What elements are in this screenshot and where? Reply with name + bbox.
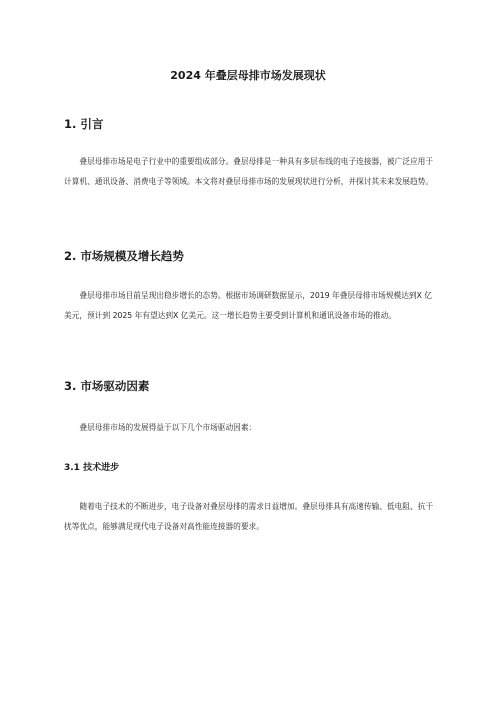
section-paragraph-introduction: 叠层母排市场是电子行业中的重要组成部分。叠层母排是一种具有多层布线的电子连接器，被广泛应用于计算机、通讯设备、消费电子等领域。本文将对叠层母排市场的发展现状进行分析，并探讨其未来发展趋势。 [64,157,434,186]
section-paragraph-market-size: 叠层母排市场目前呈现出稳步增长的态势。根据市场调研数据显示，2019 年叠层母排市场规模达到X 亿美元，预计到 2025 年有望达到X 亿美元。这一增长趋势主要受到计算机和通讯设备市场的推动。 [64,291,432,320]
section-heading-market-size: 2. 市场规模及增长趋势 [64,249,184,263]
subsection-paragraph-tech-progress: 随着电子技术的不断进步，电子设备对叠层母排的需求日益增加。叠层母排具有高速传输、低电阻、抗干扰等优点，能够满足现代电子设备对高性能连接器的要求。 [64,502,434,531]
subsection-heading-tech-progress: 3.1 技术进步 [64,463,120,473]
section-paragraph-market-drivers: 叠层母排市场的发展得益于以下几个市场驱动因素： [79,423,257,432]
section-heading-introduction: 1. 引言 [64,117,104,131]
document-title: 2024 年叠层母排市场发展现状 [170,69,326,82]
section-heading-market-drivers: 3. 市场驱动因素 [64,379,150,393]
